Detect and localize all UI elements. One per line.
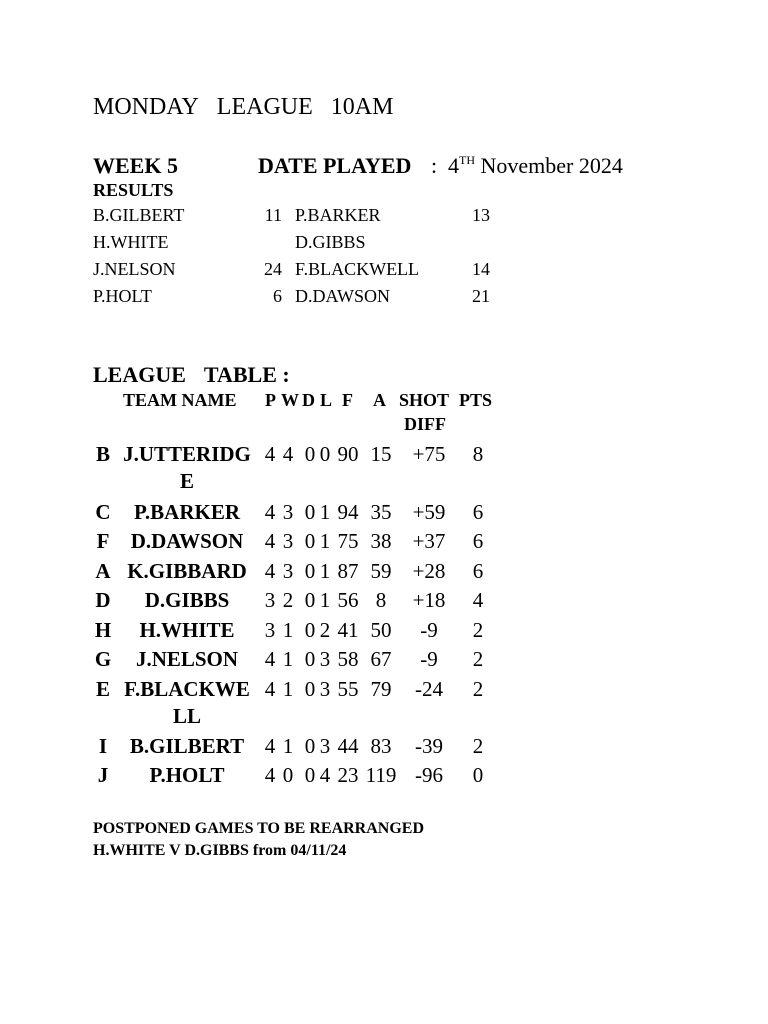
points: 2 [472, 677, 484, 701]
result-home-team: B.GILBERT [93, 205, 185, 225]
header-team-name: TEAM NAME [123, 390, 237, 410]
title-part-2: LEAGUE [216, 94, 313, 120]
header-diff: DIFF [404, 414, 446, 434]
date-suffix: TH [459, 153, 475, 167]
played: 4 [264, 529, 276, 553]
shots-against: 67 [370, 647, 392, 671]
team-name: B.GILBERT [129, 734, 245, 758]
played: 4 [264, 763, 276, 787]
drawn: 0 [304, 529, 316, 553]
rink-letter: G [94, 647, 112, 671]
shots-for: 55 [337, 677, 359, 701]
drawn: 0 [304, 677, 316, 701]
lost: 1 [319, 529, 331, 553]
played: 4 [264, 442, 276, 466]
won: 1 [282, 677, 294, 701]
shots-for: 56 [337, 588, 359, 612]
result-away-score: 13 [472, 205, 490, 225]
won: 2 [282, 588, 294, 612]
date-day: 4 [448, 153, 459, 178]
result-away-score: 21 [472, 286, 490, 306]
played: 3 [264, 618, 276, 642]
shots-against: 35 [370, 500, 392, 524]
shot-diff: -96 [415, 763, 443, 787]
shots-for: 44 [337, 734, 359, 758]
result-away-team: F.BLACKWELL [295, 259, 420, 279]
header-against: A [373, 390, 386, 410]
shots-against: 8 [375, 588, 387, 612]
drawn: 0 [304, 647, 316, 671]
rink-letter: C [95, 500, 111, 524]
team-name: P.HOLT [149, 763, 225, 787]
won: 3 [282, 559, 294, 583]
rink-letter: B [95, 442, 110, 466]
shots-for: 90 [337, 442, 359, 466]
postponed-detail: H.WHITE V D.GIBBS from 04/11/24 [93, 842, 347, 859]
result-home-score: 6 [273, 286, 282, 306]
lost: 3 [319, 734, 331, 758]
played: 4 [264, 500, 276, 524]
lost: 1 [319, 500, 331, 524]
drawn: 0 [304, 500, 316, 524]
shots-for: 58 [337, 647, 359, 671]
shots-against: 83 [370, 734, 392, 758]
played: 4 [264, 559, 276, 583]
lost: 2 [319, 618, 331, 642]
lost: 1 [319, 559, 331, 583]
drawn: 0 [304, 588, 316, 612]
points: 2 [472, 734, 484, 758]
result-away-score: 14 [472, 259, 490, 279]
won: 4 [282, 442, 294, 466]
played: 4 [264, 677, 276, 701]
header-won: W [281, 390, 299, 410]
points: 2 [472, 618, 484, 642]
shot-diff: -39 [415, 734, 443, 758]
won: 3 [282, 500, 294, 524]
won: 1 [282, 647, 294, 671]
week-label: WEEK 5 [93, 153, 178, 178]
lost: 3 [319, 647, 331, 671]
drawn: 0 [304, 442, 316, 466]
drawn: 0 [304, 618, 316, 642]
shot-diff: -9 [420, 618, 438, 642]
shot-diff: +75 [412, 442, 446, 466]
rink-letter: I [98, 734, 108, 758]
points: 4 [472, 588, 484, 612]
points: 6 [472, 559, 484, 583]
header-played: P [265, 390, 276, 410]
played: 4 [264, 734, 276, 758]
team-name: P.BARKER [134, 500, 240, 524]
won: 3 [282, 529, 294, 553]
header-lost: L [320, 390, 333, 410]
shots-against: 15 [370, 442, 392, 466]
won: 1 [282, 618, 294, 642]
shots-for: 87 [337, 559, 359, 583]
shots-for: 41 [337, 618, 359, 642]
page-title [93, 94, 411, 121]
header-shot: SHOT [399, 390, 450, 410]
shots-for: 75 [337, 529, 359, 553]
result-home-team: J.NELSON [93, 259, 176, 279]
header-drawn: D [302, 390, 315, 410]
team-name: J.NELSON [135, 647, 239, 671]
points: 0 [472, 763, 484, 787]
team-name: J.UTTERIDG [123, 442, 251, 466]
won: 0 [282, 763, 294, 787]
rink-letter: J [97, 763, 109, 787]
shots-for: 94 [337, 500, 359, 524]
shot-diff: -24 [415, 677, 443, 701]
date-value [448, 153, 623, 179]
lost: 1 [319, 588, 331, 612]
drawn: 0 [304, 734, 316, 758]
lost: 4 [319, 763, 331, 787]
team-name-wrap: E [179, 469, 194, 493]
points: 6 [472, 529, 484, 553]
team-name: K.GIBBARD [127, 559, 247, 583]
points: 8 [472, 442, 484, 466]
result-away-team: D.GIBBS [295, 232, 366, 252]
rink-letter: F [96, 529, 110, 553]
drawn: 0 [304, 559, 316, 583]
points: 2 [472, 647, 484, 671]
played: 3 [264, 588, 276, 612]
shots-against: 50 [370, 618, 392, 642]
league-table-heading [93, 362, 290, 388]
title-part-3: 10AM [330, 94, 394, 120]
result-home-score: 24 [264, 259, 282, 279]
date-played-label: DATE PLAYED [258, 153, 412, 178]
team-name: F.BLACKWE [124, 677, 250, 701]
shots-for: 23 [337, 763, 359, 787]
played: 4 [264, 647, 276, 671]
result-away-team: D.DAWSON [295, 286, 391, 306]
shots-against: 59 [370, 559, 392, 583]
header-for: F [342, 390, 353, 410]
result-away-team: P.BARKER [295, 205, 381, 225]
rink-letter: E [95, 677, 110, 701]
results-heading: RESULTS [93, 180, 174, 200]
team-name: H.WHITE [139, 618, 235, 642]
date-colon: : [431, 153, 438, 178]
lost: 3 [319, 677, 331, 701]
postponed-note: POSTPONED GAMES TO BE REARRANGED [93, 820, 425, 837]
result-home-score: 11 [264, 205, 282, 225]
header-points: PTS [459, 390, 493, 410]
rink-letter: H [94, 618, 112, 642]
shot-diff: +37 [412, 529, 446, 553]
lost: 0 [319, 442, 331, 466]
points: 6 [472, 500, 484, 524]
shots-against: 119 [365, 763, 397, 787]
team-name: D.GIBBS [144, 588, 230, 612]
shot-diff: +28 [412, 559, 446, 583]
shot-diff: +18 [412, 588, 446, 612]
result-home-team: P.HOLT [93, 286, 152, 306]
rink-letter: D [95, 588, 111, 612]
won: 1 [282, 734, 294, 758]
shots-against: 79 [370, 677, 392, 701]
team-name-wrap: LL [172, 704, 201, 728]
date-rest: November 2024 [480, 153, 623, 178]
shot-diff: +59 [412, 500, 446, 524]
league-heading-part-2: TABLE : [203, 362, 290, 387]
rink-letter: A [95, 559, 111, 583]
league-heading-part-1: LEAGUE [93, 362, 186, 387]
title-part-1: MONDAY [93, 94, 199, 120]
shots-against: 38 [370, 529, 392, 553]
team-name: D.DAWSON [130, 529, 244, 553]
shot-diff: -9 [420, 647, 438, 671]
result-home-team: H.WHITE [93, 232, 169, 252]
drawn: 0 [304, 763, 316, 787]
